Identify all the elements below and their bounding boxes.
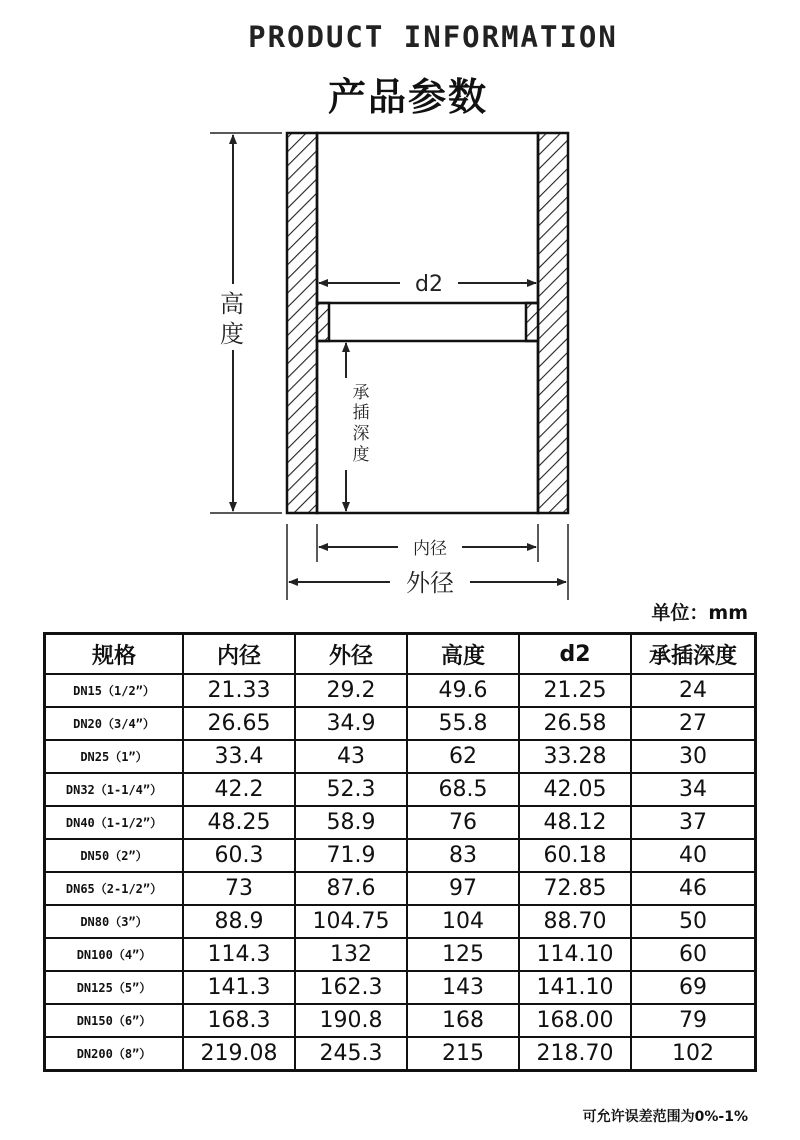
cell-value: 69 — [631, 971, 755, 1004]
cell-value: 42.2 — [183, 773, 295, 806]
cell-spec: DN200（8”） — [45, 1037, 183, 1070]
cell-value: 190.8 — [295, 1004, 407, 1037]
cell-value: 104.75 — [295, 905, 407, 938]
socket-depth-char-2: 插 — [352, 403, 370, 423]
cell-value: 125 — [407, 938, 519, 971]
cell-value: 245.3 — [295, 1037, 407, 1070]
cell-spec: DN20（3/4”） — [45, 707, 183, 740]
height-label-1: 高 — [220, 290, 244, 318]
header-outer-diameter: 外径 — [295, 634, 407, 674]
cell-spec: DN65（2-1/2”） — [45, 872, 183, 905]
cell-value: 83 — [407, 839, 519, 872]
cell-spec: DN32（1-1/4”） — [45, 773, 183, 806]
tolerance-footnote: 可允许误差范围为0%-1% — [582, 1109, 748, 1125]
cell-value: 43 — [295, 740, 407, 773]
cell-spec: DN80（3”） — [45, 905, 183, 938]
cell-value: 88.70 — [519, 905, 631, 938]
cell-value: 24 — [631, 674, 755, 707]
cell-value: 37 — [631, 806, 755, 839]
header-spec: 规格 — [45, 634, 183, 674]
header-height: 高度 — [407, 634, 519, 674]
cell-value: 141.10 — [519, 971, 631, 1004]
cell-spec: DN125（5”） — [45, 971, 183, 1004]
cell-value: 21.25 — [519, 674, 631, 707]
cell-value: 27 — [631, 707, 755, 740]
cell-value: 60.18 — [519, 839, 631, 872]
right-stop-ring — [526, 303, 538, 341]
table-header-row — [45, 634, 755, 674]
table-row — [45, 740, 755, 773]
cell-value: 42.05 — [519, 773, 631, 806]
cell-value: 143 — [407, 971, 519, 1004]
unit-label: 单位：mm — [651, 602, 748, 624]
cell-value: 68.5 — [407, 773, 519, 806]
cell-value: 73 — [183, 872, 295, 905]
cell-value: 21.33 — [183, 674, 295, 707]
cell-value: 168.00 — [519, 1004, 631, 1037]
cell-value: 55.8 — [407, 707, 519, 740]
cell-spec: DN15（1/2”） — [45, 674, 183, 707]
outer-diameter-label: 外径 — [406, 569, 454, 597]
cell-value: 34 — [631, 773, 755, 806]
cell-spec: DN50（2”） — [45, 839, 183, 872]
table-row — [45, 674, 755, 707]
cell-value: 26.58 — [519, 707, 631, 740]
cell-value: 30 — [631, 740, 755, 773]
cell-value: 168.3 — [183, 1004, 295, 1037]
cell-value: 114.10 — [519, 938, 631, 971]
table-row — [45, 707, 755, 740]
table-row — [45, 971, 755, 1004]
cell-value: 88.9 — [183, 905, 295, 938]
inner-diameter-label: 内径 — [413, 539, 447, 559]
cell-spec: DN25（1”） — [45, 740, 183, 773]
cell-value: 34.9 — [295, 707, 407, 740]
cell-value: 219.08 — [183, 1037, 295, 1070]
cell-value: 114.3 — [183, 938, 295, 971]
cell-value: 141.3 — [183, 971, 295, 1004]
title-chinese: 产品参数 — [327, 75, 488, 119]
cell-value: 48.12 — [519, 806, 631, 839]
cell-value: 79 — [631, 1004, 755, 1037]
table-row — [45, 839, 755, 872]
socket-depth-char-4: 度 — [352, 445, 370, 465]
cell-value: 218.70 — [519, 1037, 631, 1070]
table-row — [45, 773, 755, 806]
cell-value: 87.6 — [295, 872, 407, 905]
lower-socket — [317, 341, 538, 513]
cell-value: 33.4 — [183, 740, 295, 773]
cell-value: 71.9 — [295, 839, 407, 872]
right-wall — [538, 133, 568, 513]
cell-value: 33.28 — [519, 740, 631, 773]
cell-value: 26.65 — [183, 707, 295, 740]
cell-value: 60 — [631, 938, 755, 971]
title-english: PRODUCT INFORMATION — [248, 20, 618, 54]
cell-value: 132 — [295, 938, 407, 971]
cell-value: 60.3 — [183, 839, 295, 872]
cell-spec: DN100（4”） — [45, 938, 183, 971]
cell-value: 102 — [631, 1037, 755, 1070]
table-row — [45, 938, 755, 971]
cell-value: 52.3 — [295, 773, 407, 806]
table-row — [45, 806, 755, 839]
cell-value: 72.85 — [519, 872, 631, 905]
cell-value: 62 — [407, 740, 519, 773]
cell-value: 104 — [407, 905, 519, 938]
cell-spec: DN40（1-1/2”） — [45, 806, 183, 839]
cell-value: 48.25 — [183, 806, 295, 839]
left-stop-ring — [317, 303, 329, 341]
cell-value: 49.6 — [407, 674, 519, 707]
header-inner-diameter: 内径 — [183, 634, 295, 674]
cell-value: 162.3 — [295, 971, 407, 1004]
cell-value: 76 — [407, 806, 519, 839]
header-d2: d2 — [519, 634, 631, 674]
d2-label: d2 — [415, 272, 443, 297]
left-wall — [287, 133, 317, 513]
cell-value: 58.9 — [295, 806, 407, 839]
socket-depth-char-3: 深 — [352, 424, 370, 444]
table-row — [45, 905, 755, 938]
table-row — [45, 1004, 755, 1037]
cell-value: 46 — [631, 872, 755, 905]
cell-value: 29.2 — [295, 674, 407, 707]
header-socket-depth: 承插深度 — [631, 634, 755, 674]
spec-table — [43, 632, 757, 1072]
cell-spec: DN150（6”） — [45, 1004, 183, 1037]
cell-value: 215 — [407, 1037, 519, 1070]
table-row — [45, 872, 755, 905]
cell-value: 50 — [631, 905, 755, 938]
cell-value: 97 — [407, 872, 519, 905]
height-label-2: 度 — [220, 320, 244, 348]
table-row — [45, 1037, 755, 1070]
socket-depth-char-1: 承 — [352, 383, 370, 403]
cell-value: 168 — [407, 1004, 519, 1037]
cell-value: 40 — [631, 839, 755, 872]
